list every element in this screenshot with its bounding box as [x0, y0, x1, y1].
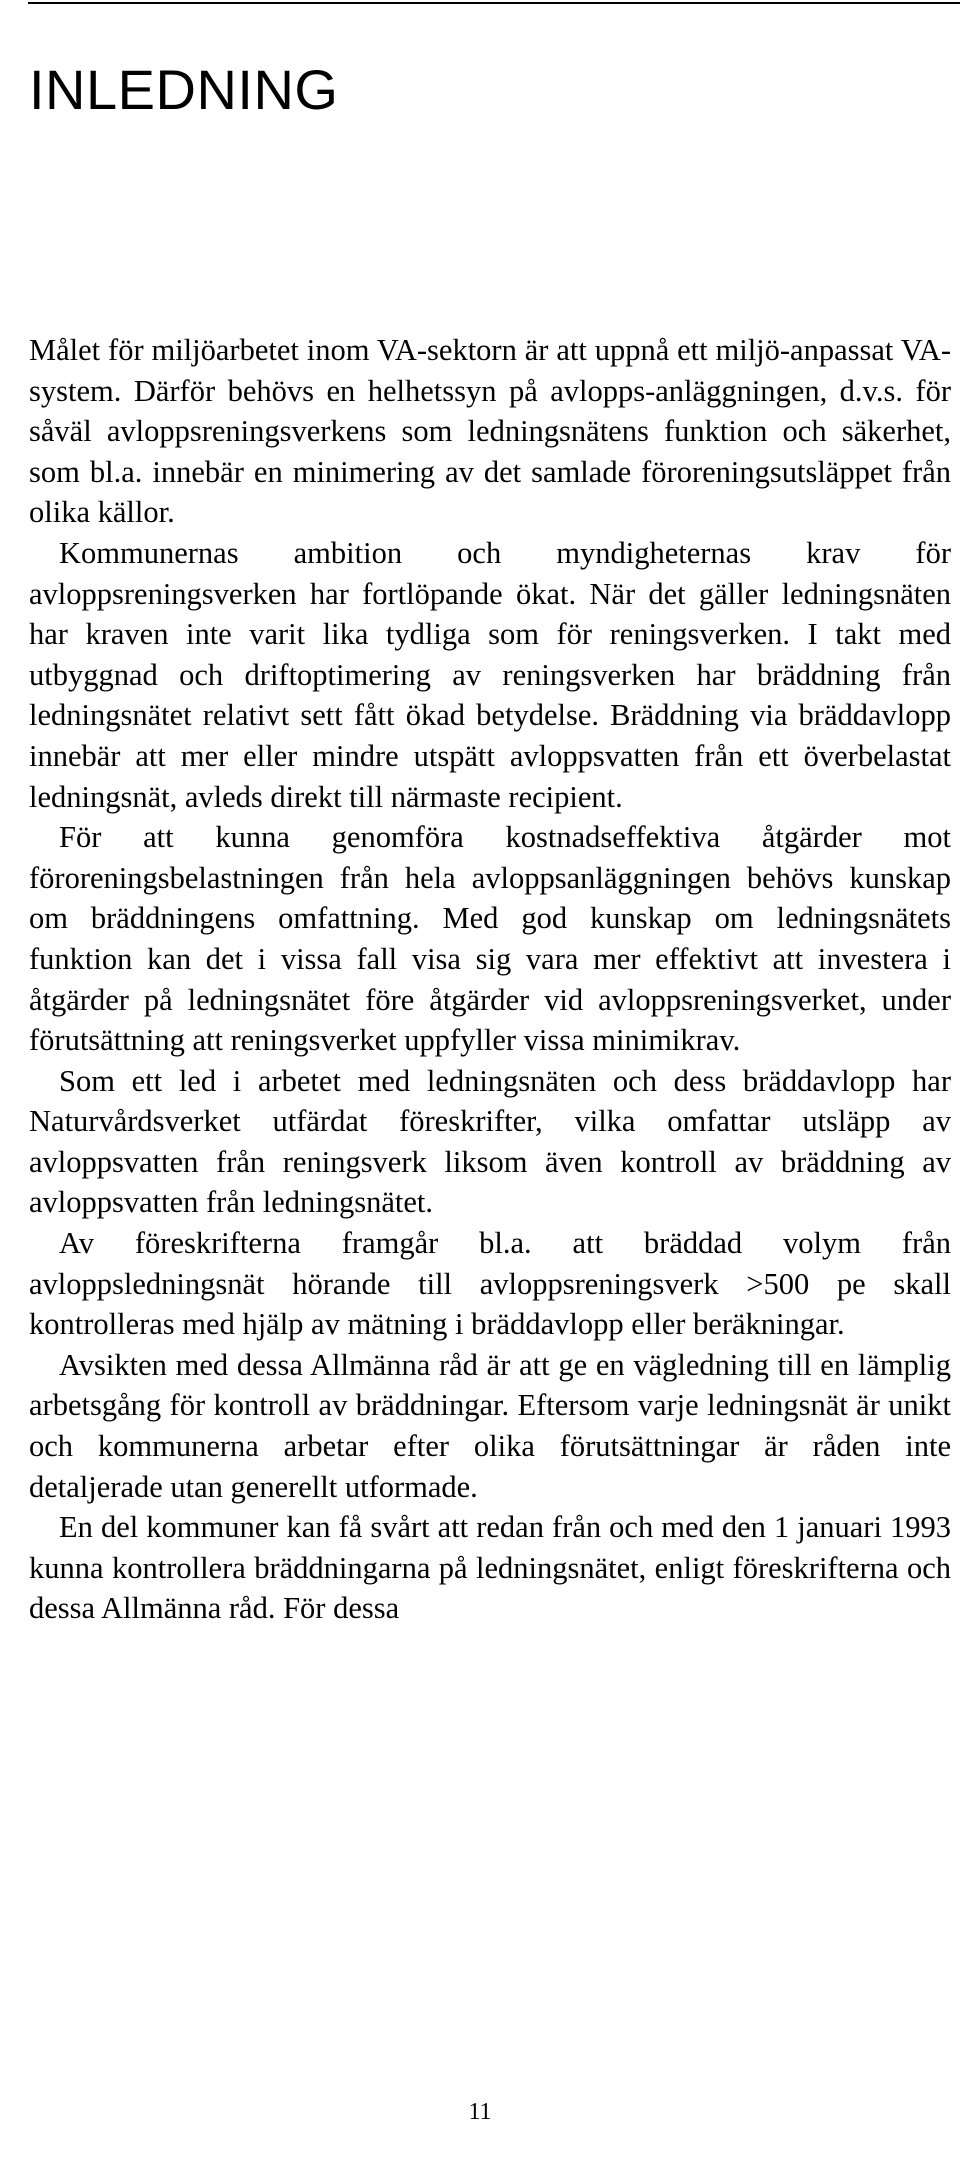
paragraph-4: Som ett led i arbetet med ledningsnäten och dess bräddavlopp har Naturvårdsverket utfärdat föreskrifter, vilka omfattar utsläpp av avloppsvatten från reningsverk liksom även kontroll av bräddning av avloppsvatten från ledningsnätet.: [29, 1063, 951, 1220]
page-number: 11: [468, 2099, 492, 2125]
paragraph-5: Av föreskrifterna framgår bl.a. att bräddad volym från avloppsledningsnät hörande till avloppsreningsverk >500 pe skall kontrolleras med hjälp av mätning i bräddavlopp eller beräkningar.: [29, 1226, 951, 1342]
page-heading: INLEDNING: [29, 58, 339, 121]
body-text: [29, 330, 951, 1629]
paragraph-6: Avsikten med dessa Allmänna råd är att ge en vägledning till en lämplig arbetsgång för kontroll av bräddningar. Eftersom varje ledningsnät är unikt och kommunerna arbetar efter olika förutsättningar är råden inte detaljerade utan generellt utformade.: [29, 1347, 951, 1504]
paragraph-7: En del kommuner kan få svårt att redan från och med den 1 januari 1993 kunna kontrollera bräddningarna på ledningsnätet, enligt föreskrifterna och dessa Allmänna råd. För dessa: [29, 1510, 951, 1626]
paragraph-2: Kommunernas ambition och myndigheternas krav för avloppsreningsverken har fortlöpande ökat. När det gäller ledningsnäten har kraven inte varit lika tydliga som för reningsverken. I takt med utbyggnad och driftoptimering av reningsverken har bräddning från ledningsnätet relativt sett fått ökad betydelse. Bräddning via bräddavlopp innebär att mer eller mindre utspätt avloppsvatten från ett överbelastat ledningsnät, avleds direkt till närmaste recipient.: [29, 535, 951, 814]
paragraph-1: Målet för miljöarbetet inom VA-sektorn är att uppnå ett miljö-anpassat VA-system. Därför behövs en helhetssyn på avlopps-anläggningen, d.v.s. för såväl avloppsreningsverkens som ledningsnätens funktion och säkerhet, som bl.a. innebär en minimering av det samlade föroreningsutsläppet från olika källor.: [29, 333, 951, 530]
top-rule: [28, 2, 960, 4]
paragraph-3: För att kunna genomföra kostnadseffektiva åtgärder mot föroreningsbelastningen från hela avloppsanläggningen behövs kunskap om bräddningens omfattning. Med god kunskap om ledningsnätets funktion kan det i vissa fall visa sig vara mer effektivt att investera i åtgärder på ledningsnätet före åtgärder vid avloppsreningsverket, under förutsättning att reningsverket uppfyller vissa minimikrav.: [29, 820, 951, 1058]
